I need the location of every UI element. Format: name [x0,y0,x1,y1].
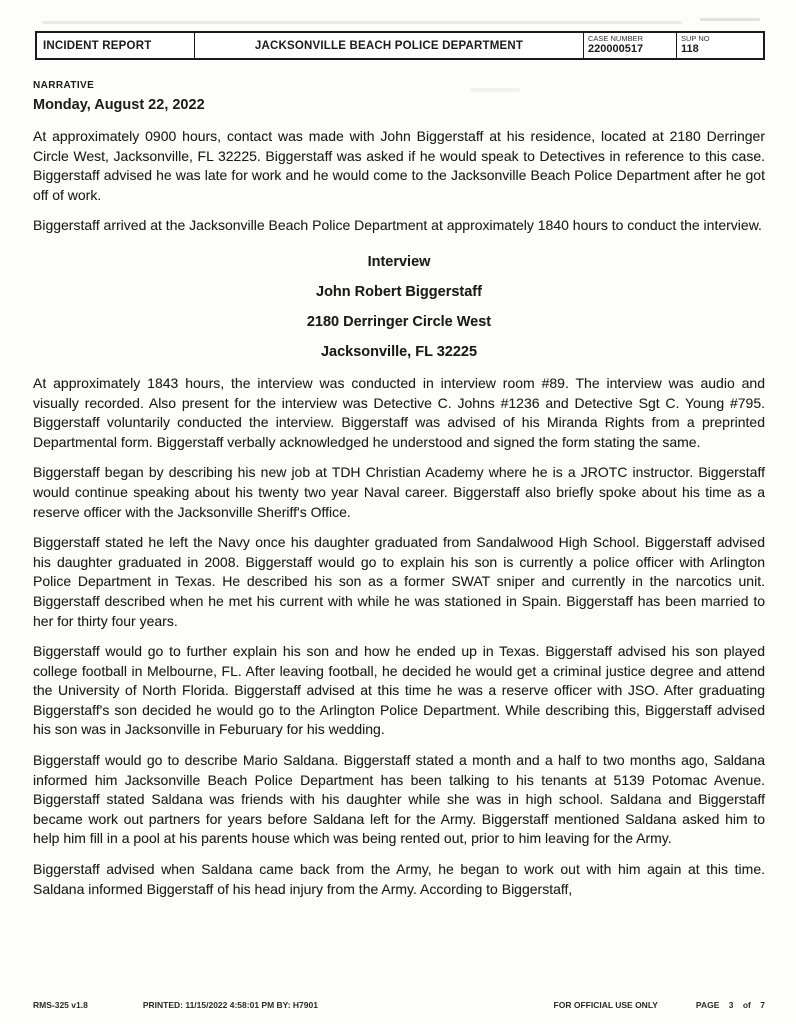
case-number-value: 220000517 [588,43,644,55]
interviewee-city-state-zip: Jacksonville, FL 32225 [320,343,478,360]
narrative-section-label: NARRATIVE [33,80,95,91]
page-indicator [696,1000,765,1010]
page-total: 7 [760,1000,765,1010]
narrative-paragraph: At approximately 1843 hours, the interview was conducted in interview room #89. The interview was audio and visually recorded. Also present for the interview was Detective C. Johns #1236 and Detective Sgt C. Young #795. Biggerstaff voluntarily conducted the interview. Biggerstaff was advised of his Miranda Rights from a preprinted Departmental form. Biggerstaff verbally acknowledged he understood and signed the form stating the same. [33,374,765,450]
case-number-cell [584,33,677,58]
sup-no-label: SUP NO [681,34,710,43]
interviewee-name: John Robert Biggerstaff [316,283,482,300]
interview-title: Interview [367,253,431,270]
page-label: PAGE [695,1000,720,1010]
page-footer [33,1000,765,1010]
narrative-section [33,80,765,910]
narrative-paragraph: Biggerstaff advised when Saldana came back from the Army, he began to work out with him again at this time. Saldana informed Biggerstaff of his head injury from the Army. According to Biggerstaff, [33,861,765,897]
sup-no-value: 118 [681,43,699,55]
page-of-label: of [742,1000,751,1010]
page-number: 3 [728,1000,734,1010]
report-header-table [35,31,765,60]
department-name: JACKSONVILLE BEACH POLICE DEPARTMENT [195,33,584,58]
interviewee-address: 2180 Derringer Circle West [306,313,492,330]
narrative-paragraph: At approximately 0900 hours, contact was made with John Biggerstaff at his residence, located at 2180 Derringer Circle West, Jacksonville, FL 32225. Biggerstaff was asked if he would speak to Detectives in reference to this case. Biggerstaff advised he was late for work and he would come to the Jacksonville Beach Police Department after he got off of work. [33,128,765,203]
narrative-paragraph: Biggerstaff arrived at the Jacksonville Beach Police Department at approximately 1840 hours to conduct the interview. [33,217,762,234]
date-heading: Monday, August 22, 2022 [33,97,205,113]
narrative-paragraph: Biggerstaff stated he left the Navy once his daughter graduated from Sandalwood High School. Biggerstaff advised his daughter graduated in 2008. Biggerstaff would go to explain his son is currently a police officer with Arlington Police Department in Texas. He described his son as a former SWAT sniper and currently in the narcotics unit. Biggerstaff described when he met his current with while he was stationed in Spain. Biggerstaff has been married to her for thirty four years. [33,534,765,629]
print-info: PRINTED: 11/15/2022 4:58:01 PM BY: H7901 [142,1000,318,1010]
case-number-label: CASE NUMBER [588,34,644,43]
narrative-paragraph: Biggerstaff began by describing his new job at TDH Christian Academy where he is a JROTC instructor. Biggerstaff would continue speaking about his twenty two year Naval career. Biggerstaff also briefly spoke about his time as a reserve officer with the Jacksonville Sheriff's Office. [33,464,765,520]
narrative-paragraph: Biggerstaff would go to describe Mario Saldana. Biggerstaff stated a month and a half to two months ago, Saldana informed him Jacksonville Beach Police Department has been talking to his tenants at 5139 Potomac Avenue. Biggerstaff stated Saldana was friends with his daughter while she was in high school. Saldana and Biggerstaff became work out partners for years before Saldana left for the Army. Biggerstaff mentioned Saldana asked him to help him fill in a pool at his parents house which was being rented out, prior to him leaving for the Army. [33,752,765,847]
narrative-paragraph: Biggerstaff would go to further explain his son and how he ended up in Texas. Biggerstaff advised his son played college football in Melbourne, FL. After leaving football, he decided he would get a criminal justice degree and attend the University of North Florida. Biggerstaff advised at this time he was a reserve officer with JSO. After graduating Biggerstaff's son decided he would go to the Arlington Police Department. While describing this, Biggerstaff advised his son was in Jacksonville in Feburuary for his wedding. [33,643,765,738]
report-type: INCIDENT REPORT [37,33,195,58]
form-version: RMS-325 v1.8 [33,1000,88,1010]
scan-smudge-artifact [700,18,760,21]
sup-no-cell [677,33,763,58]
scan-smudge-artifact [42,21,682,24]
classification-label: FOR OFFICIAL USE ONLY [553,1000,658,1010]
interview-heading-block [33,254,765,360]
